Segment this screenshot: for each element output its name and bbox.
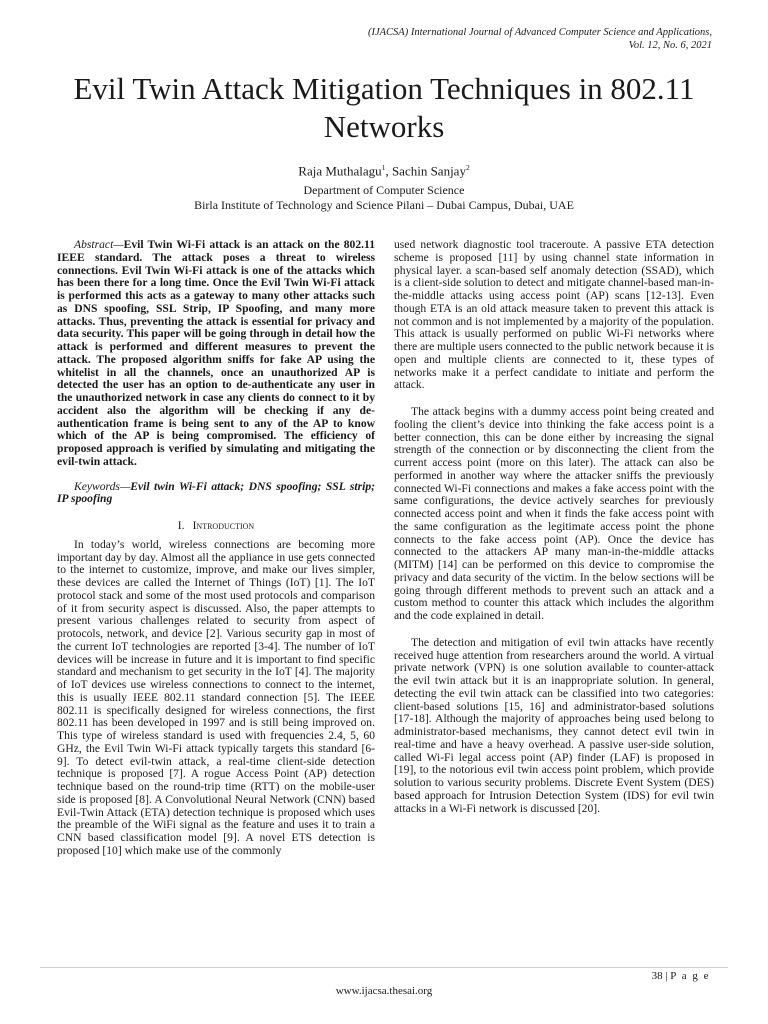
page-number: [652, 970, 710, 982]
section-number: I.: [177, 519, 185, 532]
author-1-affil-mark: 1: [381, 163, 386, 172]
right-paragraph-3: The detection and mitigation of evil twin attacks have recently received huge attention from researchers around the world. A virtual private network (VPN) is one solution available to counter-attack the evil twin attack but it is an inappropriate solution. In general, detecting the evil twin attack can be classified into two categories: client-based solutions [15, 16] and administrator-based solutions [17-18]. Although the majority of approaches being used belong to administrator-based mechanisms, they cannot detect evil twin in real-time and have a heavy overhead. A passive user-side solution, called Wi-Fi legal access point (AP) finder (LAF) is proposed in [19], to the notorious evil twin access point problem, which provide solution to various security problems. Discrete Event System (DES) based approach for Intrusion Detection System (IDS) for evil twin attacks in a Wi-Fi network is discussed [20].: [394, 635, 714, 815]
journal-name: (IJACSA) International Journal of Advanced Computer Science and Applications,: [367, 27, 712, 38]
page-number-value: 38: [651, 970, 663, 982]
title-line-1: Evil Twin Attack Mitigation Techniques in 802.11: [73, 71, 695, 106]
page-separator: |: [662, 970, 671, 982]
institute: Birla Institute of Technology and Science Pilani – Dubai Campus, Dubai, UAE: [194, 198, 574, 212]
abstract-text: Evil Twin Wi-Fi attack is an attack on the 802.11 IEEE standard. The attack poses a threat to wireless connections. Evil Twin Wi-Fi attack is one of the attacks which has been there for a long time. Once the Evil Twin Wi-Fi attack is performed this acts as a gateway to many other attacks such as DNS spoofing, SSL Strip, IP Spoofing, and many more attacks. Thus, preventing the attack is essential for privacy and data security. This paper will be going through in detail how the attack is performed and different measures to prevent the attack. The proposed algorithm sniffs for fake AP using the whitelist in all the channels, once an unauthorized AP is detected the user has an option to de-authenticate any user in the unauthorized network in case any clients do connect to it by accident also the algorithm will be checking if any de-authentication frame is being sent to any of the AP to know which of the AP is being compromised. The efficiency of proposed approach is verified by simulating and mitigating the evil-twin attack.: [57, 238, 375, 468]
author-1: Raja Muthalagu: [298, 163, 382, 179]
journal-url[interactable]: www.ijacsa.thesai.org: [335, 985, 433, 997]
right-paragraph-1: used network diagnostic tool traceroute. A passive ETA detection scheme is proposed [11] by using channel state information in physical layer. a scan-based self anomaly detection (SSAD), which is a client-side solution to detect and mitigate channel-based man-in-the-middle attacks using access point (AP) scans [12-13]. Even though ETA is an old attack measure taken to prevent this attack is not common and is not implemented by a majority of the population. This attack is usually performed on public Wi-Fi networks where there are multiple users connected to the public network because it is open and multiple clients are connected to it, these types of networks make it a perfect candidate to initiate and perform the attack.: [394, 238, 714, 392]
section-heading: [57, 520, 375, 533]
page-word: P a g e: [670, 970, 710, 982]
abstract: [57, 239, 375, 469]
section-title: Introduction: [192, 519, 255, 532]
right-paragraph-2: The attack begins with a dummy access point being created and fooling the client’s device into thinking the fake access point is a better connection, this can be done either by increasing the signal strength of the connection or by disconnecting the client from the current access point (more on this later). The attack can also be performed in another way where the attacker sniffs the previously connected Wi-Fi connections and makes a fake access point with the same configurations, the device actively searches for previously connected access point and when it finds the fake access point with the same configuration as the legitimate access point the phone connects to the fake access point (AP). Once the device has connected to the attackers AP many man-in-the-middle attacks (MITM) [14] can be performed on this device to compromise the privacy and data security of the victim. In the below sections will be going through different methods to prevent such an attack and a custom method to counter this attack which includes the algorithm and the code explained in detail.: [394, 405, 714, 622]
paper-title: [40, 70, 728, 146]
keywords-text: Evil twin Wi-Fi attack; DNS spoofing; SSL strip; IP spoofing: [57, 479, 375, 506]
footer-divider: [40, 967, 728, 968]
abstract-label: Abstract—: [74, 238, 124, 251]
department: Department of Computer Science: [303, 183, 465, 197]
author-2: Sachin Sanjay: [391, 163, 466, 179]
author-separator: ,: [385, 163, 392, 179]
right-column: [394, 239, 714, 815]
left-column: [57, 239, 375, 858]
intro-paragraph: In today’s world, wireless connections are becoming more important day by day. Almost all the appliance in use gets connected to the internet to customize, improve, and make our lives simpler, these devices are called the Internet of Things (IoT) [1]. The IoT protocol stack and some of the most used protocols and comparison of it from security aspect is discussed. Also, the paper attempts to present various challenges related to security from aspect of protocols, network, and device [2]. Various security gap in most of the current IoT technologies are reported [3-4]. The number of IoT devices will be increase in future and it is important to find specific standard and mechanism to get security in the IoT [4]. The majority of IoT devices use wireless connections to connect to the internet, this is usually IEEE 802.11 standard connection [5]. The IEEE 802.11 is specifically designed for wireless connections, the first 802.11 has been developed in 1997 and is still being improved on. This type of wireless standard is used with frequencies 2.4, 5, 60 GHz, the Evil Twin Wi-Fi attack typically targets this standard [6-9]. To detect evil-twin attack, a real-time client-side detection technique is proposed [7]. A rogue Access Point (AP) detection technique based on the round-trip time (RTT) on the mobile-user side is proposed [8]. A Convolutional Neural Network (CNN) based Evil-Twin Attack (ETA) detection technique is proposed which uses the preamble of the WiFi signal as the feature and uses it to train a CNN based classification model [9]. A novel ETS detection is proposed [10] which make use of the commonly: [57, 537, 375, 857]
keywords-label: Keywords—: [74, 479, 131, 493]
title-line-2: Networks: [323, 109, 445, 144]
author-list: [0, 163, 768, 179]
keywords: [57, 481, 375, 507]
journal-header: [368, 26, 712, 52]
affiliation: [0, 183, 768, 213]
journal-volume: Vol. 12, No. 6, 2021: [628, 40, 712, 51]
author-2-affil-mark: 2: [465, 163, 470, 172]
